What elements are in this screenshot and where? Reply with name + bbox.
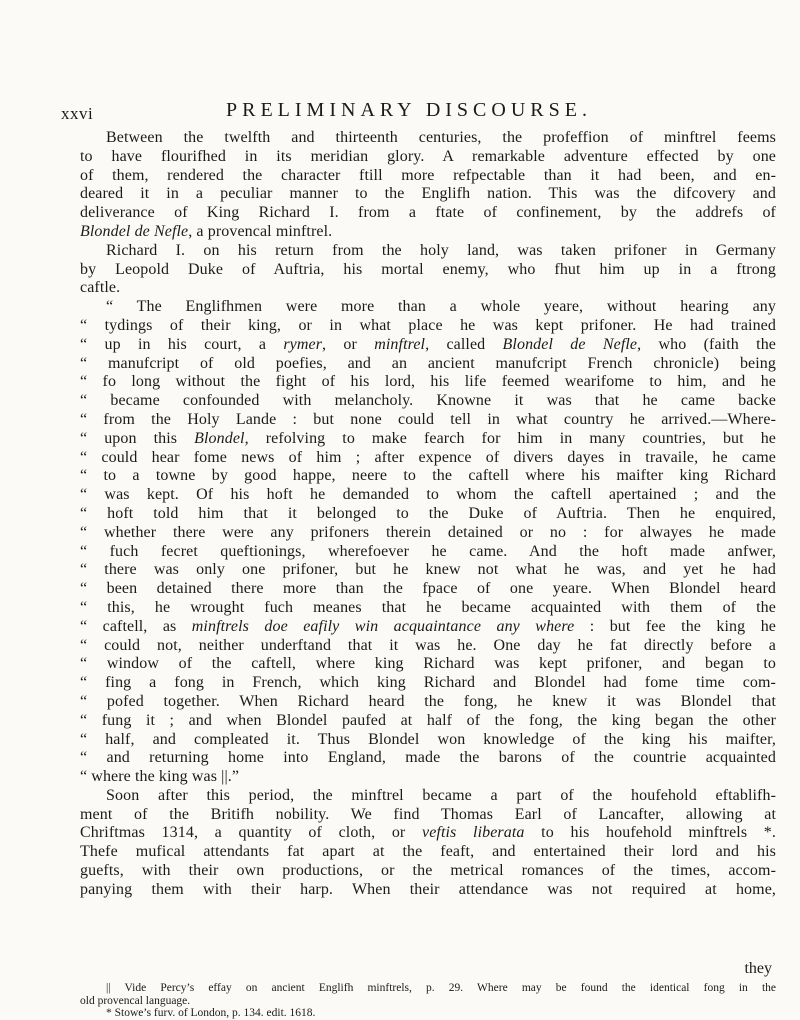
footnote-line: * Stowe’s furv. of London, p. 134. edit. 1618. xyxy=(106,1007,316,1019)
body-line: “ whether there were any prifoners therein detained or no : for alwayes he made xyxy=(80,523,776,541)
body-line: “ manufcript of old poefies, and an ancient manufcript French chronicle) being xyxy=(80,354,776,372)
body-line: Richard I. on his return from the holy land, was taken prifoner in Germany xyxy=(106,241,776,259)
body-line: “ half, and compleated it. Thus Blondel won knowledge of the king his maifter, xyxy=(80,730,776,748)
body-line: “ to a towne by good happe, neere to the caftell where his maifter king Richard xyxy=(80,467,776,485)
body-line: “ fing a fong in French, which king Richard and Blondel had fome time com- xyxy=(80,674,776,692)
footnotes xyxy=(80,982,776,1020)
body-line: “ window of the caftell, where king Richard was kept prifoner, and began to xyxy=(80,655,776,673)
body-line: “ pofed together. When Richard heard the fong, he knew it was Blondel that xyxy=(80,692,776,710)
body-line: guefts, with their own productions, or the metrical romances of the times, accom- xyxy=(80,862,776,880)
body-line: “ up in his court, a rymer, or minftrel, called Blondel de Nefle, who (faith the xyxy=(80,335,776,353)
catchword: they xyxy=(744,960,772,977)
body-line: Chriftmas 1314, a quantity of cloth, or veftis liberata to his houfehold minftrels *. xyxy=(80,824,776,842)
body-line: “ could hear fome news of him ; after expence of divers dayes in travaile, he came xyxy=(80,448,776,466)
body-line: “ could not, neither underftand that it was he. One day he fat directly before a xyxy=(80,636,776,654)
body-line: “ been detained there more than the fpace of one yeare. When Blondel heard xyxy=(80,580,776,598)
body-line: Soon after this period, the minftrel became a part of the houfehold eftablifh- xyxy=(106,786,776,804)
body-line: ment of the Britifh nobility. We find Thomas Earl of Lancafter, allowing at xyxy=(80,805,776,823)
body-line: “ where the king was ||.” xyxy=(80,768,240,786)
body-line: “ caftell, as minftrels doe eafily win acquaintance any where : but fee the king he xyxy=(80,617,776,635)
body-text xyxy=(80,129,776,900)
body-line: “ became confounded with melancholy. Knowne it was that he came backe xyxy=(80,392,776,410)
body-line: by Leopold Duke of Auftria, his mortal enemy, who fhut him up in a ftrong xyxy=(80,260,776,278)
body-line: “ The Englifhmen were more than a whole yeare, without hearing any xyxy=(106,298,776,316)
body-line: panying them with their harp. When their attendance was not required at home, xyxy=(80,880,776,898)
body-line: “ hoft told him that it belonged to the Duke of Auftria. Then he enquired, xyxy=(80,504,776,522)
body-line: “ fo long without the fight of his lord, his life feemed wearifome to him, and he xyxy=(80,373,776,391)
body-line: Between the twelfth and thirteenth centuries, the profeffion of minftrel feems xyxy=(106,129,776,146)
footnote-line: old provencal language. xyxy=(80,994,191,1007)
body-line: “ and returning home into England, made the barons of the countrie acquainted xyxy=(80,749,776,767)
body-line: “ this, he wrought fuch meanes that he became acquainted with them of the xyxy=(80,598,776,616)
body-line: “ tydings of their king, or in what place he was kept prifoner. He had trained xyxy=(80,316,776,334)
body-line: “ fung it ; and when Blondel paufed at half of the fong, the king began the other xyxy=(80,711,776,729)
body-line: “ was kept. Of his hoft he demanded to whom the caftell apertained ; and the xyxy=(80,486,776,504)
body-line: of them, rendered the character ftill more refpectable than it had been, and en- xyxy=(80,166,776,184)
body-line: Blondel de Nefle, a provencal minftrel. xyxy=(80,222,333,240)
body-line: caftle. xyxy=(80,279,121,297)
body-line: “ from the Holy Lande : but none could tell in what country he arrived.—Where- xyxy=(80,410,776,428)
running-head: PRELIMINARY DISCOURSE. xyxy=(226,99,592,121)
body-line: “ fuch fecret queftionings, wherefoever he came. And the hoft made anfwer, xyxy=(80,542,776,560)
body-line: “ there was only one prifoner, but he knew not what he was, and yet he had xyxy=(80,561,776,579)
body-line: to have flourifhed in its meridian glory. A remarkable adventure effected by one xyxy=(80,147,776,165)
body-line: deliverance of King Richard I. from a ftate of confinement, by the addrefs of xyxy=(80,204,776,222)
body-line: Thefe mufical attendants fat apart at the feaft, and entertained their lord and his xyxy=(80,843,776,861)
page-number: xxvi xyxy=(61,104,94,123)
body-line: “ upon this Blondel, refolving to make fearch for him in many countries, but he xyxy=(80,429,776,447)
footnote-line: || Vide Percy’s effay on ancient Englifh minftrels, p. 29. Where may be found the identical fong in the xyxy=(106,982,776,994)
body-line: deared it in a peculiar manner to the Englifh nation. This was the difcovery and xyxy=(80,185,776,203)
